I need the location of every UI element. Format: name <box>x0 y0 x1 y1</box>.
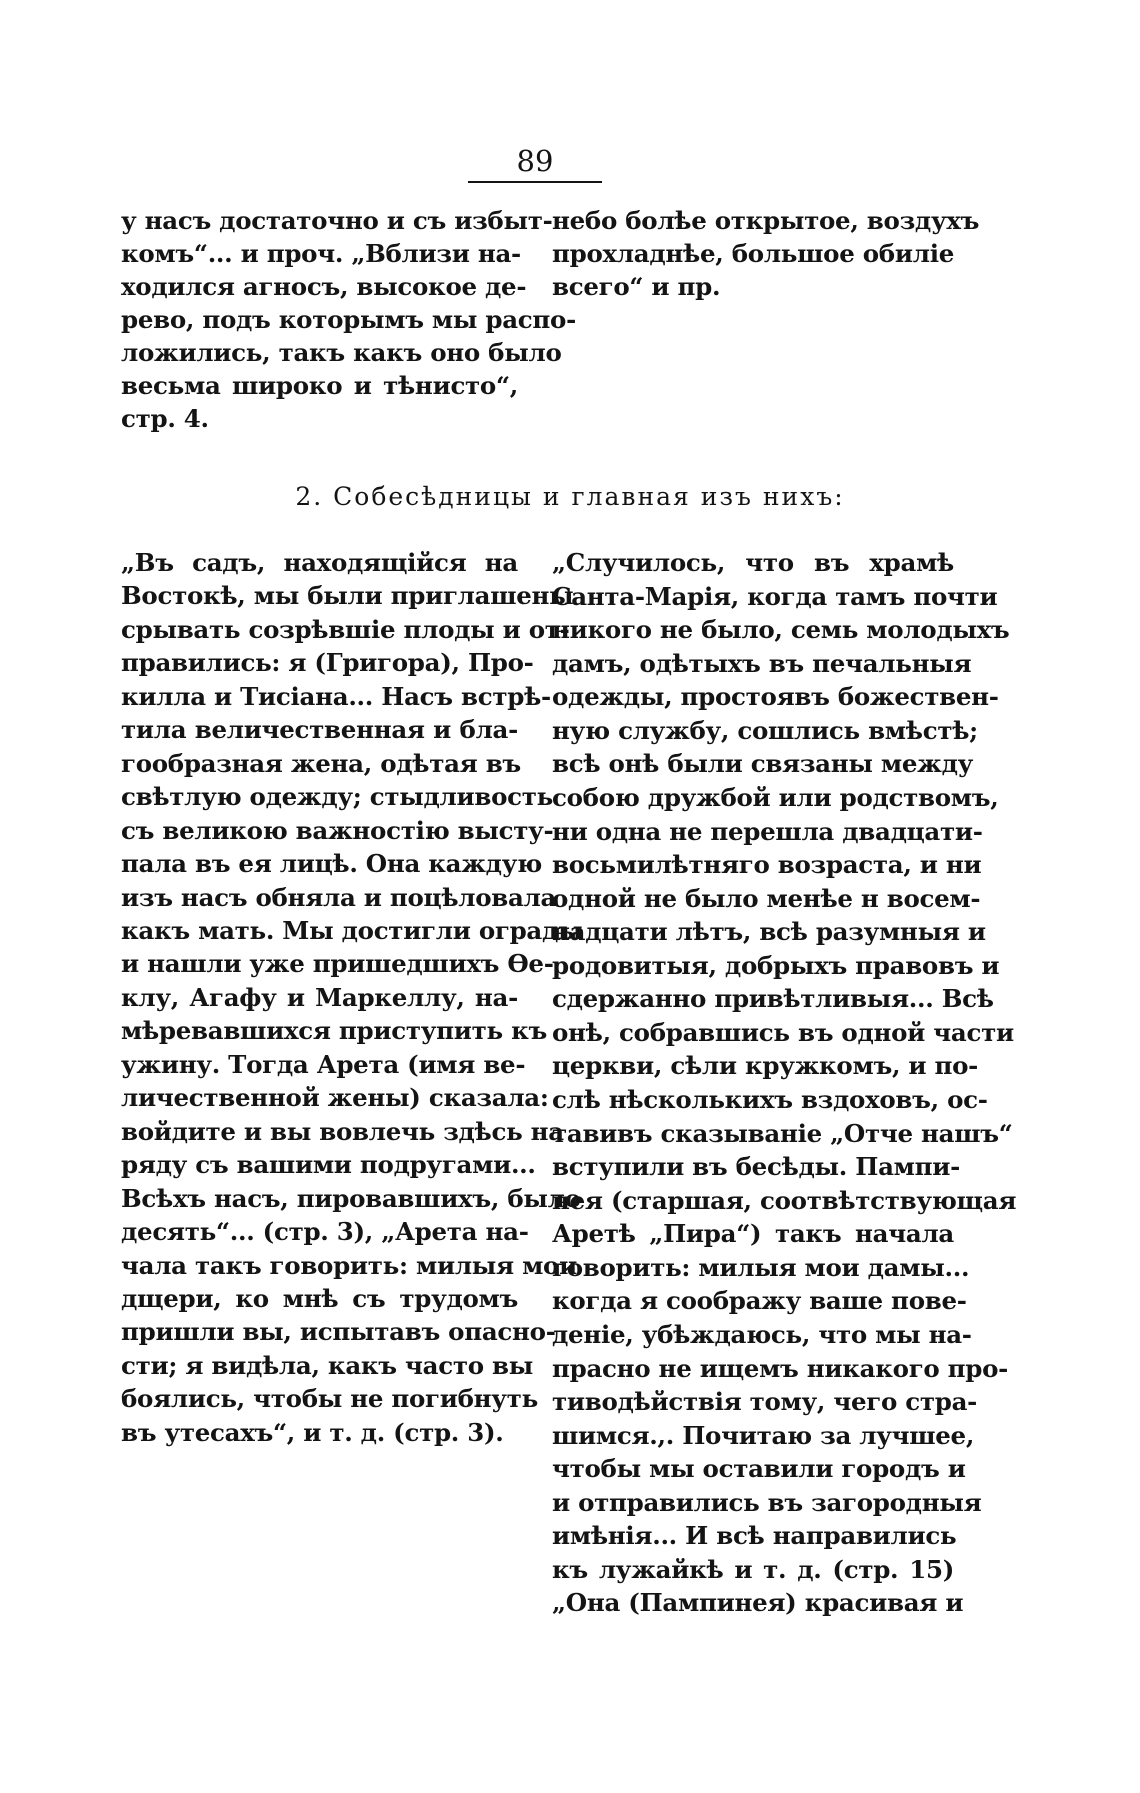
text-line: дщери, ко мнѣ съ трудомъ <box>121 1283 518 1313</box>
text-line: церкви, сѣли кружкомъ, и по- <box>552 1051 979 1081</box>
text-line: пала въ ея лицѣ. Она каждую <box>121 849 542 879</box>
text-line: стр. 4. <box>121 404 209 433</box>
text-line: гообразная жена, одѣтая въ <box>121 748 521 778</box>
text-line: боялись, чтобы не погибнуть <box>121 1384 538 1414</box>
text-line: ряду съ вашими подругами... <box>121 1150 536 1180</box>
text-line: нея (старшая, соотвѣтствующая <box>552 1185 1017 1215</box>
text-line: мѣревавшихся приступить къ <box>121 1016 547 1046</box>
text-line: когда я соображу ваше пове- <box>552 1286 967 1316</box>
section-heading: 2. Собесѣдницы и главная изъ нихъ: <box>295 482 845 511</box>
text-line: срывать созрѣвшіе плоды и от- <box>121 614 570 644</box>
text-line: небо болѣе открытое, воздухъ <box>552 206 980 235</box>
text-line: ужину. Тогда Арета (имя ве- <box>121 1049 526 1079</box>
top-left-column <box>121 204 576 435</box>
text-line: тиводѣйствія тому, чего стра- <box>552 1387 978 1417</box>
text-line: Аретѣ „Пира“) такъ начала <box>552 1219 954 1249</box>
text-line: онѣ, собравшись въ одной части <box>552 1017 1014 1047</box>
text-line: шимся.,. Почитаю за лучшее, <box>552 1420 975 1450</box>
text-line: въ утесахъ“, и т. д. (стр. 3). <box>121 1417 504 1447</box>
text-line: и отправились въ загородныя <box>552 1487 982 1517</box>
bottom-left-column <box>121 546 583 1449</box>
text-line: всѣ онѣ были связаны между <box>552 749 973 779</box>
text-line: пришли вы, испытавъ опасно- <box>121 1317 556 1347</box>
text-line: родовитыя, добрыхъ правовъ и <box>552 950 1000 980</box>
text-line: комъ“... и проч. „Вблизи на- <box>121 239 521 268</box>
text-line: ложились, такъ какъ оно было <box>121 338 562 367</box>
text-line: ни одна не перешла двадцати- <box>552 816 983 846</box>
text-line: сдержанно привѣтливыя... Всѣ <box>552 984 994 1014</box>
text-line: чтобы мы оставили городъ и <box>552 1454 966 1484</box>
text-line: деніе, убѣждаюсь, что мы на- <box>552 1319 972 1349</box>
text-line: имѣнія... И всѣ направились <box>552 1521 957 1551</box>
text-line: свѣтлую одежду; стыдливость <box>121 782 553 812</box>
text-line: у насъ достаточно и съ избыт- <box>121 206 553 235</box>
text-line: тавивъ сказываніе „Отче нашъ“ <box>552 1118 1013 1148</box>
text-line: правились: я (Григора), Про- <box>121 648 534 678</box>
text-line: килла и Тисіана... Насъ встрѣ- <box>121 681 551 711</box>
text-line: прасно не ищемъ никакого про- <box>552 1353 1009 1383</box>
text-line: дамъ, одѣтыхъ въ печальныя <box>552 648 972 678</box>
text-line: клу, Агафу и Маркеллу, на- <box>121 982 518 1012</box>
text-line: тила величественная и бла- <box>121 715 518 745</box>
text-line: и нашли уже пришедшихъ Ѳе- <box>121 949 554 979</box>
text-line: Востокѣ, мы были приглашены <box>121 581 574 611</box>
top-right-column <box>552 204 980 303</box>
text-line: Санта-Марія, когда тамъ почти <box>552 581 998 611</box>
text-line: чала такъ говорить: милыя мои <box>121 1250 577 1280</box>
text-line: прохладнѣе, большое обиліе <box>552 239 954 268</box>
text-line: съ великою важностію высту- <box>121 815 554 845</box>
text-line: „Въ садъ, находящійся на <box>121 548 518 577</box>
text-line: сти; я видѣла, какъ часто вы <box>121 1350 533 1380</box>
page-number: 89 <box>516 144 554 178</box>
text-line: изъ насъ обняла и поцѣловала <box>121 882 557 912</box>
text-line: собою дружбой или родствомъ, <box>552 782 999 812</box>
bottom-right-column <box>552 546 1017 1620</box>
text-line: „Она (Пампинея) красивая и <box>552 1588 964 1618</box>
text-line: весьма широко и тѣнисто“, <box>121 371 518 400</box>
text-line: вступили въ бесѣды. Пампи- <box>552 1152 961 1182</box>
text-line: десять“... (стр. 3), „Арета на- <box>121 1217 529 1247</box>
text-line: ную службу, сошлись вмѣстѣ; <box>552 715 978 745</box>
text-line: Всѣхъ насъ, пировавшихъ, было <box>121 1183 581 1213</box>
text-line: говорить: милыя мои дамы... <box>552 1252 970 1282</box>
text-line: „Случилось, что въ храмѣ <box>552 548 954 577</box>
text-line: восьмилѣтняго возраста, и ни <box>552 850 982 880</box>
page-number-rule <box>468 181 602 183</box>
text-line: къ лужайкѣ и т. д. (стр. 15) <box>552 1554 954 1584</box>
text-line: рево, подъ которымъ мы распо- <box>121 305 576 334</box>
text-line: одной не было менѣе н восем- <box>552 883 981 913</box>
text-line: личественной жены) сказала: <box>121 1083 549 1113</box>
text-line: надцати лѣтъ, всѣ разумныя и <box>552 917 986 947</box>
text-line: никого не было, семь молодыхъ <box>552 615 1010 645</box>
text-line: войдите и вы вовлечь здѣсь на <box>121 1116 564 1146</box>
text-line: ходился агносъ, высокое де- <box>121 272 527 301</box>
text-line: всего“ и пр. <box>552 272 721 301</box>
text-line: слѣ нѣсколькихъ вздоховъ, ос- <box>552 1085 988 1114</box>
text-line: какъ мать. Мы достигли ограды <box>121 915 583 945</box>
text-line: одежды, простоявъ божествен- <box>552 682 999 712</box>
